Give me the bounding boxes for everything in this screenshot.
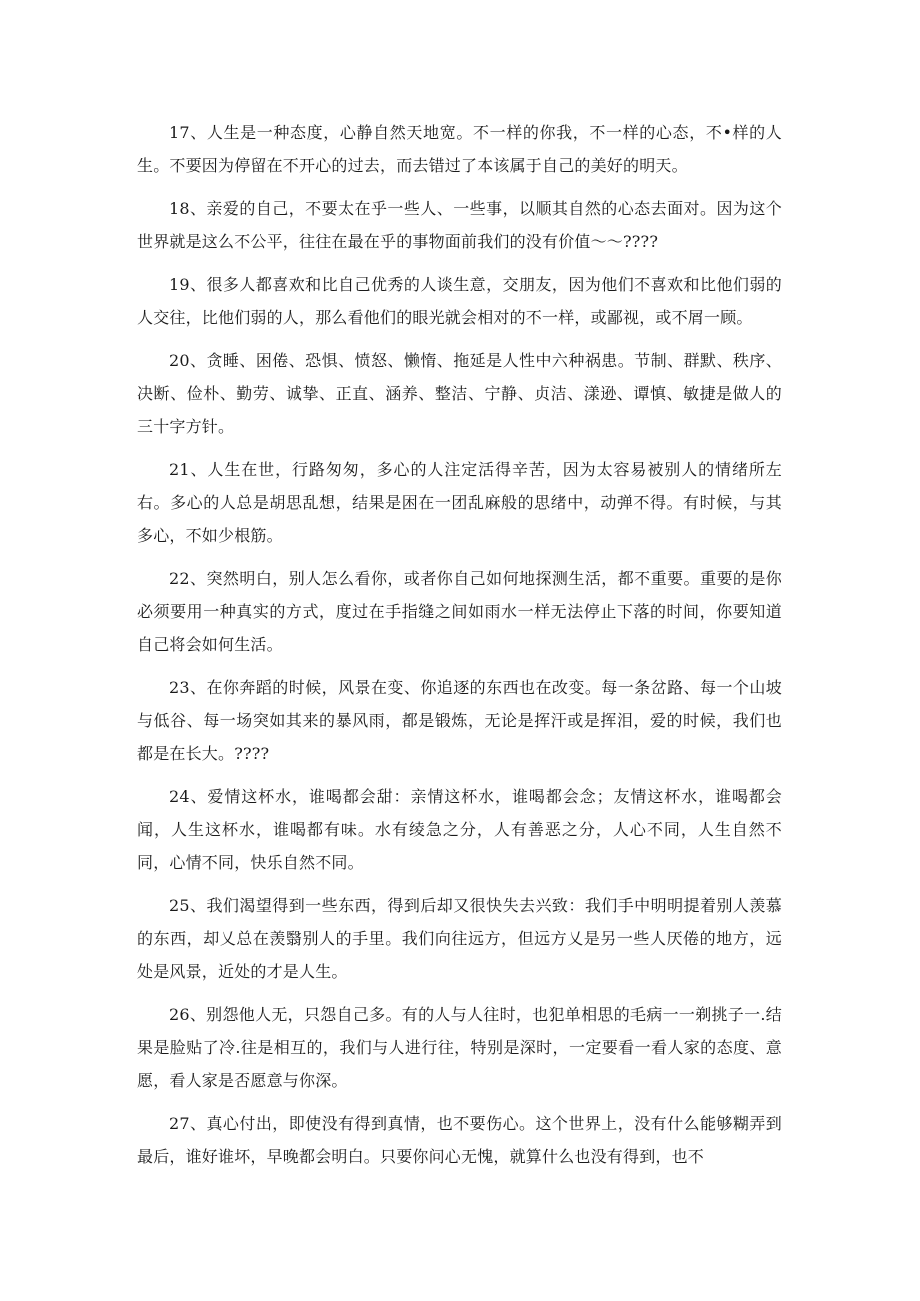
paragraph-27: 27、真心付出，即使没有得到真情，也不要伤心。这个世界上，没有什么能够糊弄到最后，谁好谁坏，早晚都会明白。只要你问心无愧，就算什么也没有得到，也不 (137, 1114, 782, 1166)
paragraph-22: 22、突然明白，别人怎么看你，或者你自己如何地探测生活，都不重要。重要的是你必须要用一种真实的方式，度过在手指缝之间如雨水一样无法停止下落的时间，你要知道自己将会如何生活。 (137, 569, 782, 654)
paragraph-20: 20、贪睡、困倦、恐惧、愤怒、懒惰、拖延是人性中六种祸患。节制、群默、秩序、决断、俭朴、勤劳、诚挚、正直、涵养、整洁、宁静、贞洁、漾逊、谭慎、敏捷是做人的三十字方针。 (137, 351, 782, 436)
paragraph-25: 25、我们渴望得到一些东西，得到后却又很快失去兴致：我们手中明明提着别人羡慕的东西，却乂总在羡翳别人的手里。我们向往远方，但远方乂是另一些人厌倦的地方，远处是风景，近处的才是人生。 (137, 896, 782, 981)
paragraph-17: 17、人生是一种态度，心静自然天地宽。不一样的你我，不一样的心态，不•样的人生。不要因为停留在不开心的过去，而去错过了本该属于自己的美好的明天。 (137, 123, 782, 175)
document-body (137, 116, 782, 1183)
paragraph-23: 23、在你奔蹈的时候，风景在变、你追逐的东西也在改变。每一条岔路、每一个山坡与低谷、每一场突如其来的暴风雨，都是锻炼，无论是挥汗或是挥泪，爱的时候，我们也都是在长大。???? (137, 678, 782, 763)
paragraph-24: 24、爱情这杯水，谁喝都会甜：亲情这杯水，谁喝都会念；友情这杯水，谁喝都会闻，人生这杯水，谁喝都有味。水有绫急之分，人有善恶之分，人心不同，人生自然不同，心情不同，快乐自然不同。 (137, 787, 782, 872)
paragraph-26: 26、别怨他人无，只怨自己多。有的人与人往时，也犯单相思的毛病一一剃挑子一.结果是脸贴了冷.往是相互的，我们与人进行往，特别是深时，一定要看一看人家的态度、意愿，看人家是否愿意与你深。 (137, 1005, 782, 1090)
paragraph-19: 19、很多人都喜欢和比自己优秀的人谈生意，交朋友，因为他们不喜欢和比他们弱的人交往，比他们弱的人，那么看他们的眼光就会相对的不一样，或鄙视，或不屑一顾。 (137, 275, 782, 327)
paragraph-21: 21、人生在世，行路匆匆，多心的人注定活得辛苦，因为太容易被别人的情绪所左右。多心的人总是胡思乱想，结果是困在一团乱麻般的思绪中，动弹不得。有时候，与其多心，不如少根筋。 (137, 460, 782, 545)
paragraph-18: 18、亲爱的自己，不要太在乎一些人、一些事，以顺其自然的心态去面对。因为这个世界就是这么不公平，往往在最在乎的事物面前我们的没有价值～～???? (137, 199, 782, 251)
